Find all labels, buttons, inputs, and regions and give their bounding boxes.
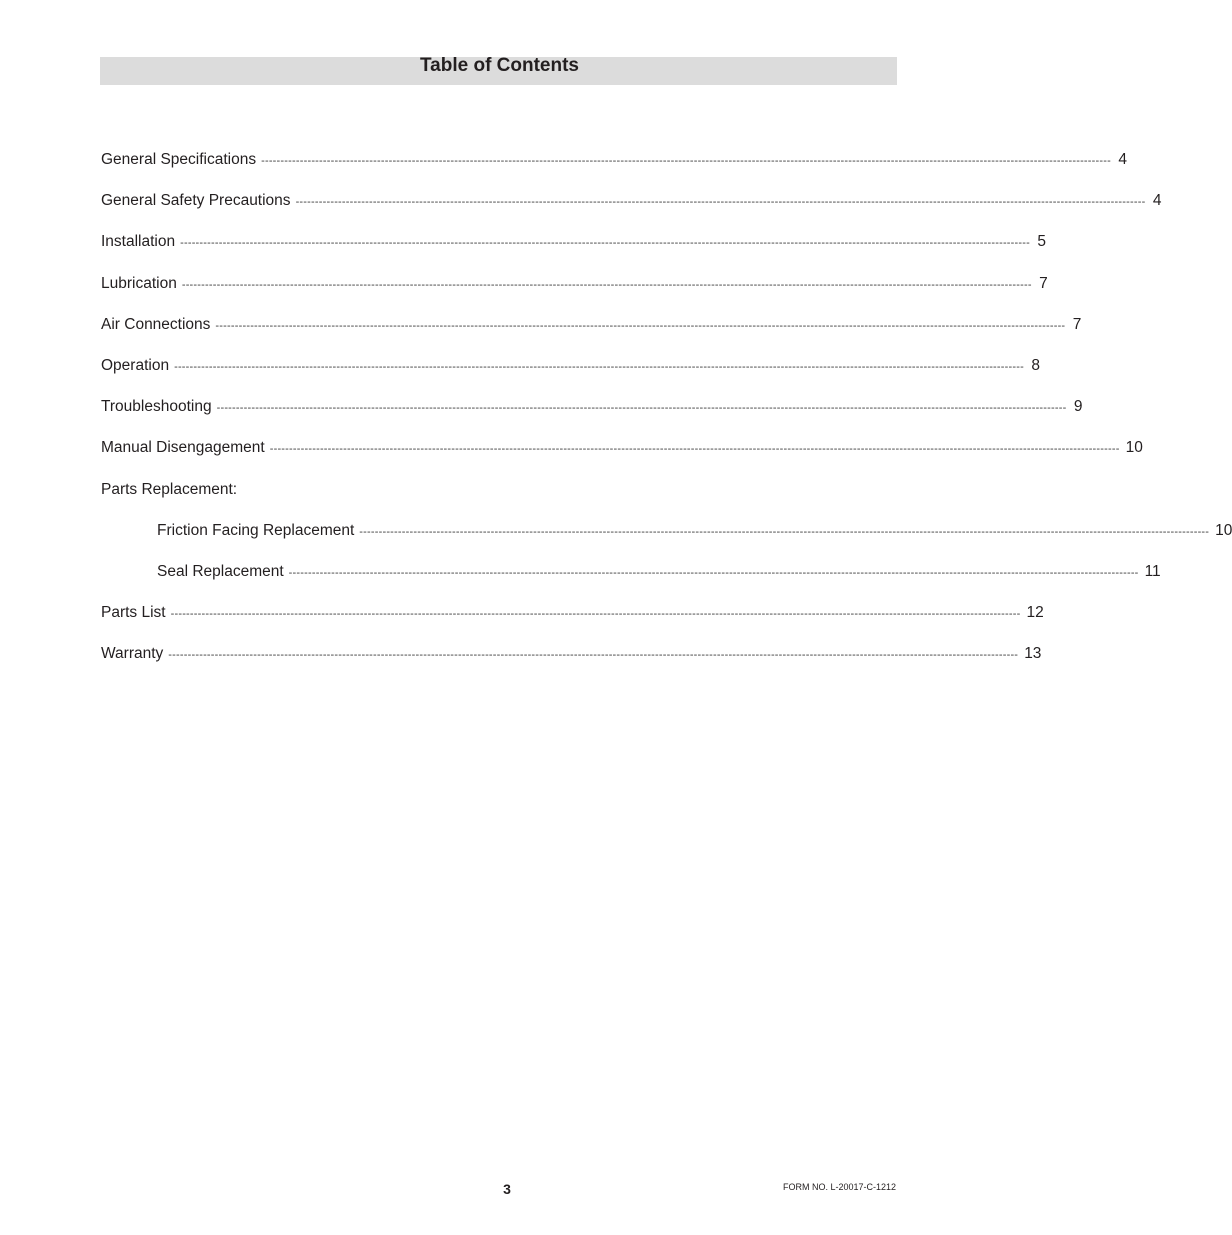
toc-entry-label: Warranty <box>101 645 164 663</box>
page-title: Table of Contents <box>419 55 580 76</box>
toc-entry-general-safety-precautions[interactable] <box>101 189 1162 230</box>
toc-section-parts-replacement <box>101 478 898 519</box>
toc-leader-dots: ---------------------------------------------------------------------------------------------------------------------------------------------------------------------------------------------------------------------------- <box>180 237 1030 250</box>
toc-entry-warranty[interactable] <box>101 642 1042 683</box>
toc-entry-page: 5 <box>1037 233 1046 251</box>
toc-leader-dots: ---------------------------------------------------------------------------------------------------------------------------------------------------------------------------------------------------------------------------- <box>261 155 1111 167</box>
toc-entry-page: 8 <box>1031 356 1040 374</box>
toc-leader-dots: ---------------------------------------------------------------------------------------------------------------------------------------------------------------------------------------------------------------------------- <box>288 566 1139 579</box>
toc-leader-dots: ---------------------------------------------------------------------------------------------------------------------------------------------------------------------------------------------------------------------------- <box>215 319 1066 332</box>
toc-entry-page: 10 <box>1125 439 1143 457</box>
toc-entry-page: 9 <box>1073 398 1083 416</box>
toc-entry-page: 4 <box>1152 192 1162 210</box>
toc-entry-lubrication[interactable] <box>101 272 1048 313</box>
toc-entry-parts-list[interactable] <box>101 601 1044 642</box>
toc-leader-dots: ---------------------------------------------------------------------------------------------------------------------------------------------------------------------------------------------------------------------------- <box>168 649 1019 662</box>
toc-leader-dots: ---------------------------------------------------------------------------------------------------------------------------------------------------------------------------------------------------------------------------- <box>170 608 1021 621</box>
toc-entry-page: 7 <box>1039 274 1048 292</box>
title-bar <box>100 57 897 85</box>
toc-entry-page: 4 <box>1118 151 1127 168</box>
toc-entry-label: Lubrication <box>101 274 177 292</box>
toc-leader-dots: ---------------------------------------------------------------------------------------------------------------------------------------------------------------------------------------------------------------------------- <box>181 278 1032 291</box>
toc-entry-page: 12 <box>1026 604 1044 622</box>
toc-entry-label: Friction Facing Replacement <box>157 521 355 539</box>
toc-entry-operation[interactable] <box>101 354 1040 395</box>
toc-entry-label: Seal Replacement <box>157 562 284 580</box>
toc-entry-manual-disengagement[interactable] <box>101 436 1143 477</box>
toc-leader-dots: ---------------------------------------------------------------------------------------------------------------------------------------------------------------------------------------------------------------------------- <box>269 443 1120 456</box>
toc-entry-label: Air Connections <box>101 315 211 333</box>
table-of-contents <box>101 148 1232 683</box>
toc-leader-dots: ---------------------------------------------------------------------------------------------------------------------------------------------------------------------------------------------------------------------------- <box>295 196 1146 209</box>
toc-entry-air-connections[interactable] <box>101 313 1082 354</box>
toc-leader-dots: ---------------------------------------------------------------------------------------------------------------------------------------------------------------------------------------------------------------------------- <box>216 402 1067 415</box>
toc-entry-label: Operation <box>101 356 170 374</box>
toc-entry-page: 11 <box>1144 562 1161 580</box>
toc-leader-dots: ---------------------------------------------------------------------------------------------------------------------------------------------------------------------------------------------------------------------------- <box>359 525 1210 538</box>
toc-entry-friction-facing-replacement[interactable] <box>101 519 1232 560</box>
toc-entry-installation[interactable] <box>101 230 1046 271</box>
toc-entry-page: 7 <box>1072 315 1082 333</box>
toc-entry-page: 10 <box>1215 521 1232 539</box>
page-number: 3 <box>503 1181 511 1197</box>
toc-entry-troubleshooting[interactable] <box>101 395 1083 436</box>
form-number: FORM NO. L-20017-C-1212 <box>783 1182 897 1192</box>
toc-entry-label: Manual Disengagement <box>101 439 265 457</box>
toc-entry-label: General Safety Precautions <box>101 192 291 210</box>
toc-entry-general-specifications[interactable] <box>101 148 1127 189</box>
toc-entry-label: Troubleshooting <box>101 398 212 416</box>
toc-entry-page: 13 <box>1024 645 1042 663</box>
toc-entry-label: Parts List <box>101 604 166 622</box>
toc-entry-label: General Specifications <box>101 151 257 168</box>
toc-section-label: Parts Replacement: <box>101 480 238 498</box>
toc-leader-dots: ---------------------------------------------------------------------------------------------------------------------------------------------------------------------------------------------------------------------------- <box>174 360 1024 373</box>
toc-entry-label: Installation <box>101 233 176 251</box>
toc-entry-seal-replacement[interactable] <box>101 560 1161 601</box>
